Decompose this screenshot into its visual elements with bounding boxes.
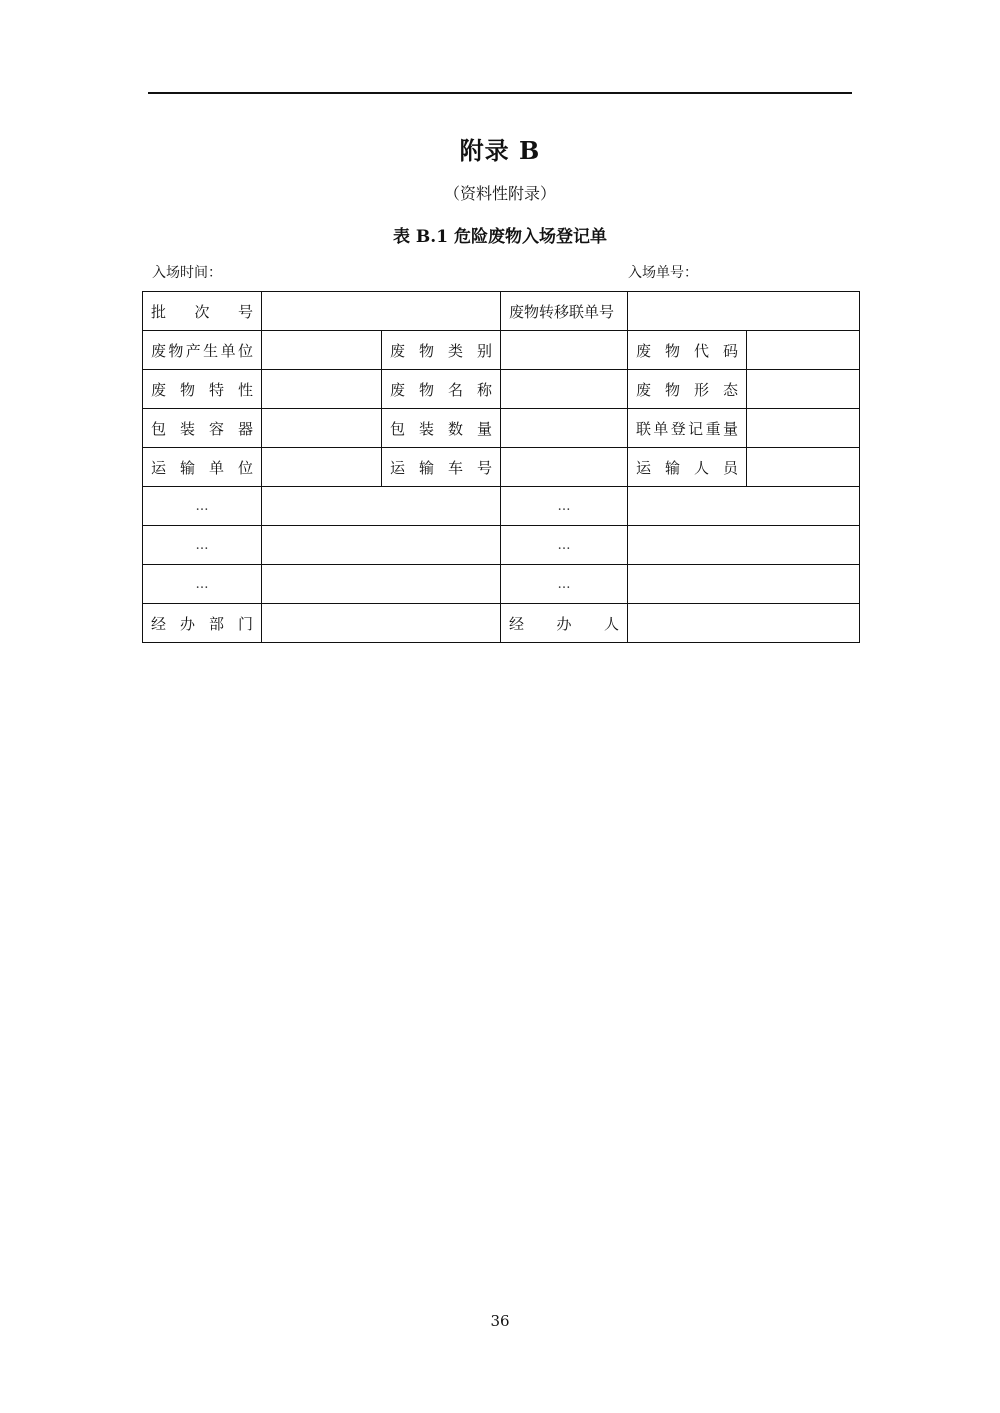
quantity-text bbox=[390, 418, 492, 439]
ellipsis-cell: … bbox=[143, 526, 262, 565]
handler-label bbox=[501, 604, 628, 643]
ellipsis-cell: … bbox=[143, 487, 262, 526]
container-text bbox=[151, 418, 253, 439]
ellipsis-cell: … bbox=[501, 565, 628, 604]
extra-field[interactable] bbox=[628, 565, 860, 604]
form-state-field[interactable] bbox=[747, 370, 860, 409]
label-char: 登 bbox=[670, 419, 686, 438]
quantity-field[interactable] bbox=[501, 409, 628, 448]
label-char: 输 bbox=[664, 458, 680, 477]
producer-label bbox=[143, 331, 262, 370]
quantity-label bbox=[382, 409, 501, 448]
appendix-title: 附录 B bbox=[459, 136, 541, 165]
extra-field[interactable] bbox=[262, 565, 501, 604]
table-row bbox=[143, 604, 860, 643]
label-char: 物 bbox=[664, 341, 680, 360]
manifest-weight-text bbox=[636, 418, 738, 439]
vehicle-no-field[interactable] bbox=[501, 448, 628, 487]
extra-field[interactable] bbox=[262, 526, 501, 565]
label-char: 量 bbox=[476, 419, 492, 438]
transport-staff-text bbox=[636, 457, 738, 478]
table-row bbox=[143, 448, 860, 487]
label-char: 废 bbox=[636, 380, 652, 399]
label-char: 批 bbox=[151, 302, 167, 321]
characteristic-field[interactable] bbox=[262, 370, 382, 409]
label-char: 包 bbox=[390, 419, 406, 438]
transfer-manifest-no-field[interactable] bbox=[628, 292, 860, 331]
handler-text bbox=[509, 613, 619, 634]
label-char: 人 bbox=[603, 614, 619, 633]
label-char: 物 bbox=[179, 380, 195, 399]
label-char: 单 bbox=[653, 419, 669, 438]
transport-unit-field[interactable] bbox=[262, 448, 382, 487]
ellipsis-cell: … bbox=[501, 526, 628, 565]
label-char: 运 bbox=[151, 458, 167, 477]
label-char: 车 bbox=[447, 458, 463, 477]
label-char: 运 bbox=[390, 458, 406, 477]
label-char: 装 bbox=[179, 419, 195, 438]
code-text bbox=[636, 340, 738, 361]
registration-form-table bbox=[142, 291, 860, 643]
table-row bbox=[143, 292, 860, 331]
extra-field[interactable] bbox=[262, 487, 501, 526]
label-char: 物 bbox=[168, 341, 184, 360]
category-field[interactable] bbox=[501, 331, 628, 370]
label-char: 态 bbox=[722, 380, 738, 399]
label-char: 称 bbox=[476, 380, 492, 399]
label-char: 次 bbox=[194, 302, 210, 321]
container-label bbox=[143, 409, 262, 448]
label-char: 形 bbox=[693, 380, 709, 399]
label-char: 废 bbox=[390, 380, 406, 399]
transfer-manifest-no-text: 废物转移联单号 bbox=[509, 302, 615, 321]
transport-unit-label bbox=[143, 448, 262, 487]
label-char: 代 bbox=[693, 341, 709, 360]
table-row bbox=[143, 370, 860, 409]
label-char: 位 bbox=[237, 458, 253, 477]
entry-time-label: 入场时间： bbox=[152, 265, 222, 281]
label-char: 废 bbox=[151, 380, 167, 399]
category-text bbox=[390, 340, 492, 361]
label-char: 别 bbox=[476, 341, 492, 360]
label-char: 部 bbox=[208, 614, 224, 633]
label-char: 数 bbox=[447, 419, 463, 438]
table-row bbox=[143, 565, 860, 604]
label-char: 号 bbox=[237, 302, 253, 321]
label-char: 量 bbox=[722, 419, 738, 438]
entry-no-label: 入场单号： bbox=[628, 265, 698, 281]
table-row bbox=[143, 487, 860, 526]
extra-field[interactable] bbox=[628, 526, 860, 565]
manifest-weight-label bbox=[628, 409, 747, 448]
batch-no-label bbox=[143, 292, 262, 331]
label-char: 位 bbox=[237, 341, 253, 360]
handling-dept-field[interactable] bbox=[262, 604, 501, 643]
label-char: 经 bbox=[509, 614, 525, 633]
label-char: 包 bbox=[151, 419, 167, 438]
label-char: 记 bbox=[688, 419, 704, 438]
label-char: 输 bbox=[179, 458, 195, 477]
label-char: 物 bbox=[418, 380, 434, 399]
label-char: 门 bbox=[237, 614, 253, 633]
name-text bbox=[390, 379, 492, 400]
category-label bbox=[382, 331, 501, 370]
table-row bbox=[143, 526, 860, 565]
appendix-subtitle: （资料性附录） bbox=[443, 184, 556, 203]
label-char: 物 bbox=[418, 341, 434, 360]
label-char: 类 bbox=[447, 341, 463, 360]
batch-no-field[interactable] bbox=[262, 292, 501, 331]
label-char: 特 bbox=[208, 380, 224, 399]
batch-no-text bbox=[151, 301, 253, 322]
transfer-manifest-no-label bbox=[501, 292, 628, 331]
form-state-label bbox=[628, 370, 747, 409]
label-char: 重 bbox=[705, 419, 721, 438]
manifest-weight-field[interactable] bbox=[747, 409, 860, 448]
table-row bbox=[143, 409, 860, 448]
label-char: 生 bbox=[203, 341, 219, 360]
transport-unit-text bbox=[151, 457, 253, 478]
label-char: 输 bbox=[418, 458, 434, 477]
transport-staff-field[interactable] bbox=[747, 448, 860, 487]
label-char: 装 bbox=[418, 419, 434, 438]
label-char: 联 bbox=[636, 419, 652, 438]
code-label bbox=[628, 331, 747, 370]
ellipsis-cell: … bbox=[143, 565, 262, 604]
characteristic-label bbox=[143, 370, 262, 409]
label-char: 经 bbox=[151, 614, 167, 633]
extra-field[interactable] bbox=[628, 487, 860, 526]
name-label bbox=[382, 370, 501, 409]
container-field[interactable] bbox=[262, 409, 382, 448]
label-char: 废 bbox=[390, 341, 406, 360]
name-field[interactable] bbox=[501, 370, 628, 409]
label-char: 废 bbox=[636, 341, 652, 360]
label-char: 物 bbox=[664, 380, 680, 399]
label-char: 员 bbox=[722, 458, 738, 477]
handling-dept-text bbox=[151, 613, 253, 634]
label-char: 器 bbox=[237, 419, 253, 438]
label-char: 办 bbox=[556, 614, 572, 633]
label-char: 运 bbox=[636, 458, 652, 477]
top-rule bbox=[148, 92, 852, 94]
label-char: 单 bbox=[220, 341, 236, 360]
handler-field[interactable] bbox=[628, 604, 860, 643]
transport-staff-label bbox=[628, 448, 747, 487]
vehicle-no-label bbox=[382, 448, 501, 487]
producer-field[interactable] bbox=[262, 331, 382, 370]
label-char: 废 bbox=[151, 341, 167, 360]
ellipsis-cell: … bbox=[501, 487, 628, 526]
label-char: 容 bbox=[208, 419, 224, 438]
characteristic-text bbox=[151, 379, 253, 400]
label-char: 性 bbox=[237, 380, 253, 399]
label-char: 单 bbox=[208, 458, 224, 477]
handling-dept-label bbox=[143, 604, 262, 643]
table-caption: 表 B.1 危险废物入场登记单 bbox=[393, 227, 607, 247]
label-char: 产 bbox=[185, 341, 201, 360]
label-char: 办 bbox=[179, 614, 195, 633]
label-char: 码 bbox=[722, 341, 738, 360]
vehicle-no-text bbox=[390, 457, 492, 478]
label-char: 人 bbox=[693, 458, 709, 477]
form-state-text bbox=[636, 379, 738, 400]
label-char: 名 bbox=[447, 380, 463, 399]
label-char: 号 bbox=[476, 458, 492, 477]
producer-text bbox=[151, 340, 253, 361]
table-row bbox=[143, 331, 860, 370]
page-number: 36 bbox=[490, 1312, 510, 1330]
code-field[interactable] bbox=[747, 331, 860, 370]
